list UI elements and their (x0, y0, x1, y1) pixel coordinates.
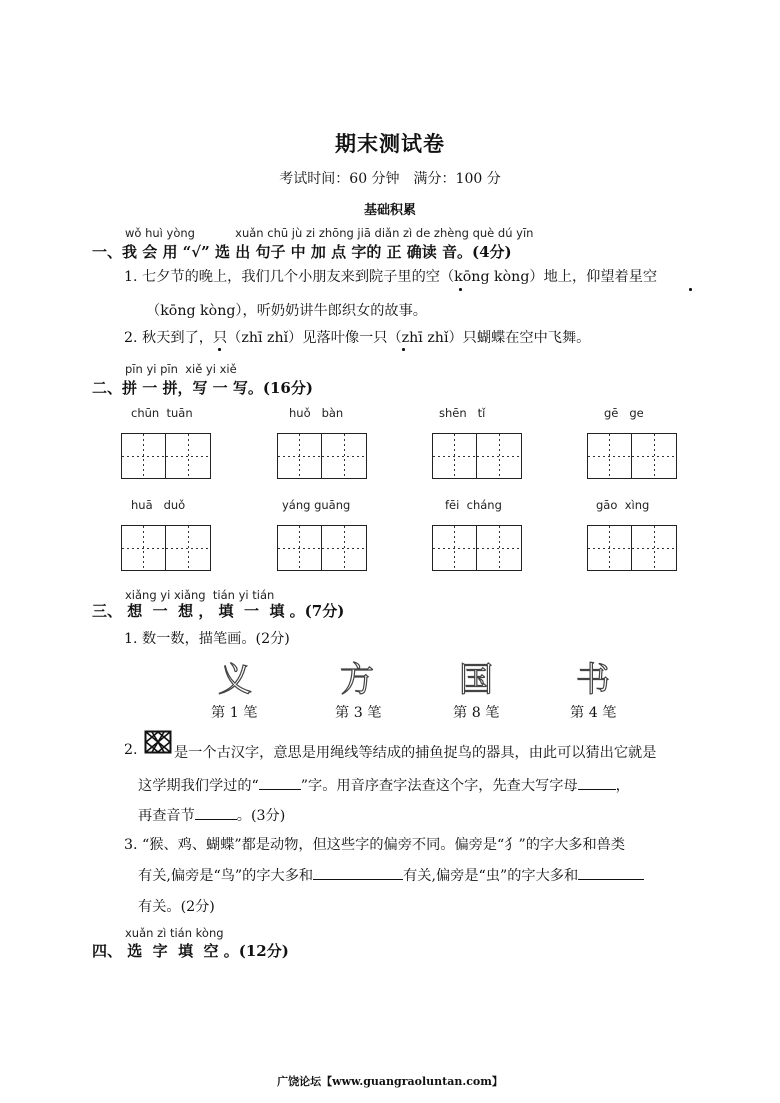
q1-line-1: 1. 七夕节的晚上，我们几个小朋友来到院子里的空（kōng kòng）地上，仰望着星空 (124, 269, 658, 285)
ancient-net-character-icon (144, 730, 172, 754)
emphasis-dot (402, 348, 405, 351)
stroke-label: 第 8 笔 (453, 705, 500, 721)
q4-heading: 四、 选 字 填 空 。(12分) (92, 942, 289, 960)
text: 。(3分) (236, 808, 286, 824)
answer-blank[interactable] (578, 775, 616, 790)
text: 再查音节 (138, 808, 195, 824)
answer-blank[interactable] (578, 865, 644, 880)
emphasis-dot (689, 288, 692, 291)
page-title: 期末测试卷 (335, 131, 445, 156)
writing-grid[interactable] (277, 525, 367, 571)
q3-sub-3-line-2 (138, 865, 644, 885)
writing-grid[interactable] (432, 525, 522, 571)
pinyin-label: gē ge (604, 406, 644, 420)
section-title: 基础积累 (363, 203, 416, 218)
stroke-label: 第 3 笔 (335, 705, 382, 721)
pinyin-label: huā duǒ (131, 498, 186, 512)
pinyin-label: yáng guāng (282, 498, 351, 512)
emphasis-dot (459, 288, 462, 291)
q3-sub-2-line-2 (138, 775, 630, 795)
stroke-character: 国 (459, 660, 493, 700)
q1-heading: 一、我 会 用 “√” 选 出 句子 中 加 点 字的 正 确读 音。(4分) (92, 243, 512, 261)
q3-sub-1: 1. 数一数，描笔画。(2分) (124, 631, 290, 647)
pinyin-label: fēi cháng (445, 498, 502, 512)
q2-heading: 二、拼 一 拼，写 一 写。(16分) (92, 379, 313, 397)
text: 有关,偏旁是“鸟”的字大多和 (138, 868, 314, 884)
q1-line-2: （kōng kòng），听奶奶讲牛郎织女的故事。 (146, 303, 427, 319)
q3-pinyin: xiǎng yi xiǎng tián yi tián (125, 588, 275, 602)
q3-sub-2-line-3 (138, 805, 285, 825)
stroke-label: 第 4 笔 (570, 705, 617, 721)
q1-pinyin: wǒ huì yòng xuǎn chū jù zi zhōng jiā diǎn zì de zhèng què dú yīn (125, 226, 534, 240)
writing-grid[interactable] (432, 433, 522, 479)
writing-grid[interactable] (121, 525, 211, 571)
stroke-character: 方 (340, 660, 374, 700)
writing-grid[interactable] (121, 433, 211, 479)
q3-heading: 三、 想 一 想 ， 填 一 填 。(7分) (92, 602, 345, 620)
q2-pinyin: pīn yi pīn xiě yi xiě (125, 362, 237, 376)
pinyin-label: chūn tuān (131, 406, 193, 420)
pinyin-label: huǒ bàn (289, 406, 344, 420)
answer-blank[interactable] (195, 805, 237, 820)
text: ， (615, 778, 630, 794)
exam-info: 考试时间：60 分钟 满分：100 分 (279, 171, 501, 187)
q1-line-3: 2. 秋天到了，只（zhī zhǐ）见落叶像一只（zhī zhǐ）只蝴蝶在空中飞舞。 (124, 330, 591, 346)
writing-grid[interactable] (587, 433, 677, 479)
stroke-label: 第 1 笔 (211, 705, 258, 721)
answer-blank[interactable] (313, 865, 403, 880)
q4-pinyin: xuǎn zì tián kòng (125, 926, 224, 940)
footer-watermark: 广饶论坛【www.guangraoluntan.com】 (277, 1075, 503, 1088)
q3-sub-2-number: 2. (124, 742, 138, 758)
q3-sub-3-line-1: 3. “猴、鸡、蝴蝶”都是动物，但这些字的偏旁不同。偏旁是“犭”的字大多和兽类 (124, 837, 626, 853)
answer-blank[interactable] (259, 775, 301, 790)
pinyin-label: gāo xìng (596, 498, 650, 512)
writing-grid[interactable] (587, 525, 677, 571)
writing-grid[interactable] (277, 433, 367, 479)
pinyin-label: shēn tǐ (439, 406, 486, 420)
stroke-character: 义 (218, 660, 252, 700)
emphasis-dot (218, 348, 221, 351)
q3-sub-2-line-1: 是一个古汉字，意思是用绳线等结成的捕鱼捉鸟的器具，由此可以猜出它就是 (174, 745, 657, 761)
q3-sub-3-line-3: 有关。(2分) (138, 899, 215, 915)
text: ”字。用音序查字法查这个字，先查大写字母 (300, 778, 578, 794)
stroke-character: 书 (576, 660, 610, 700)
text: 这学期我们学过的“ (138, 778, 259, 794)
text: 有关,偏旁是“虫”的字大多和 (403, 868, 579, 884)
